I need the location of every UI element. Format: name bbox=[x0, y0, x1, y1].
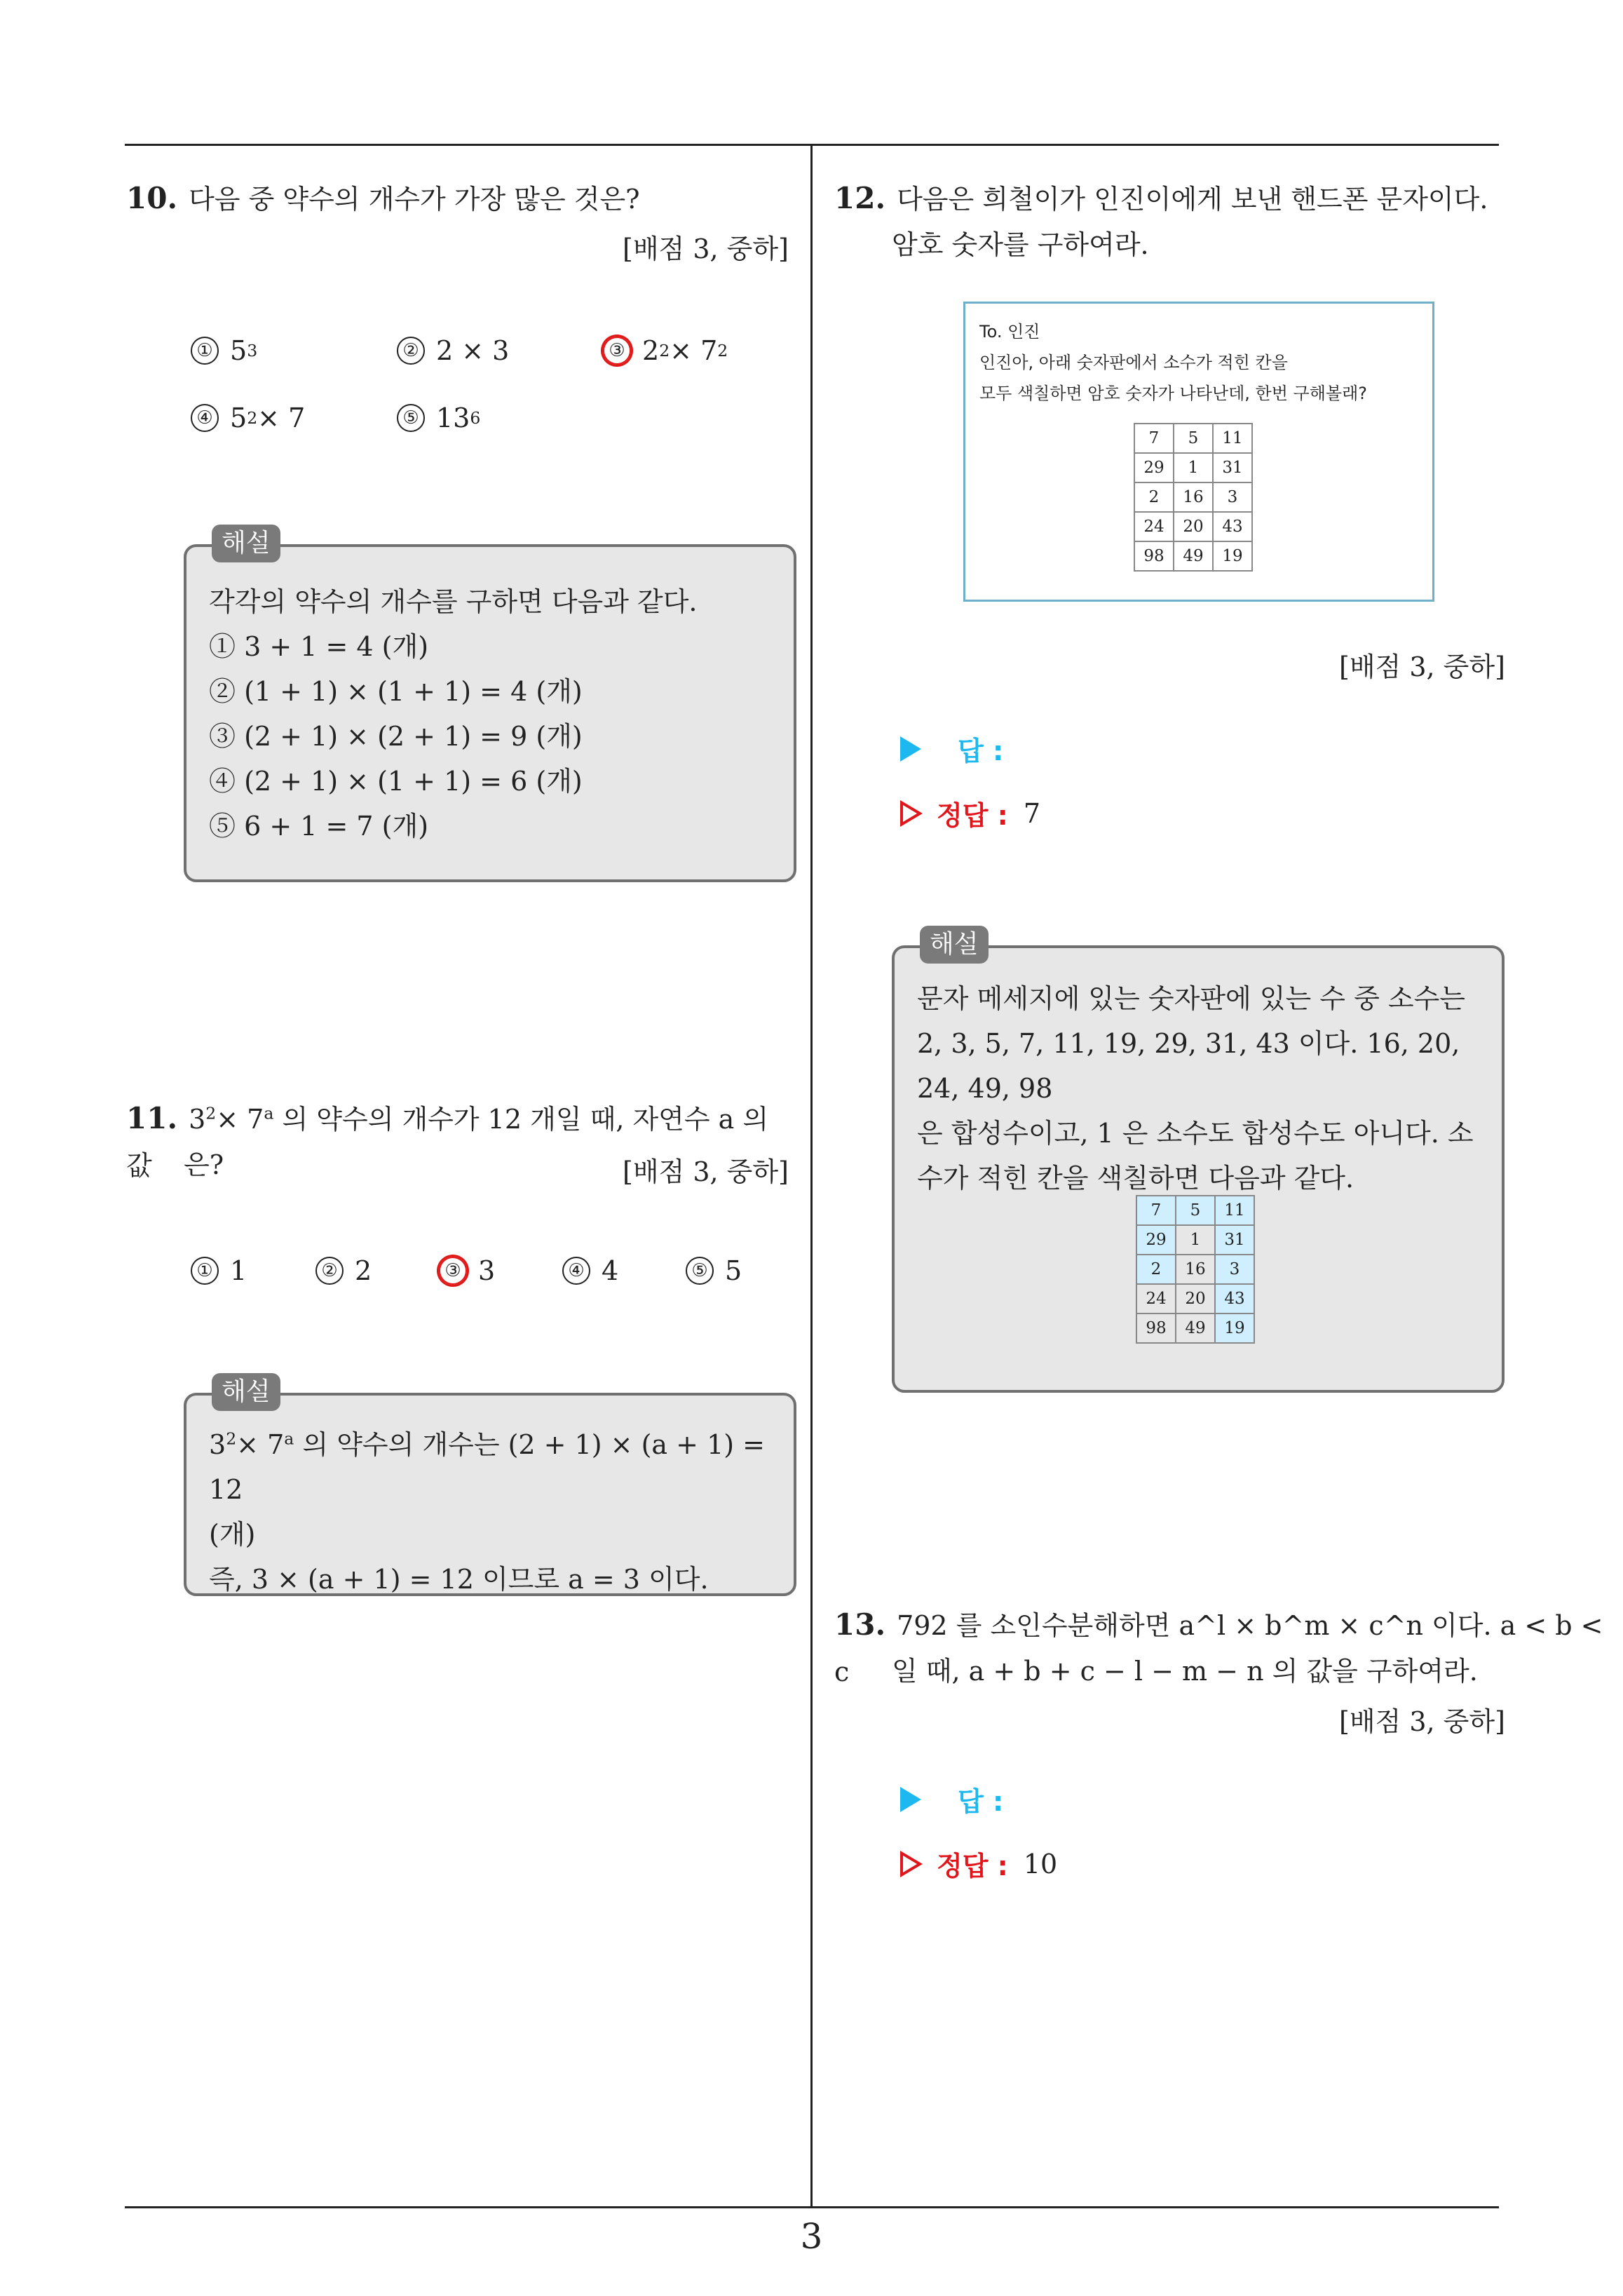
q12-prompt-line2: 암호 숫자를 구하여라. bbox=[892, 229, 1149, 260]
selected-mark: ③ bbox=[439, 1257, 467, 1285]
column-divider bbox=[810, 145, 813, 2208]
grid-cell: 98 bbox=[1136, 1314, 1176, 1343]
q10-explanation-box bbox=[184, 544, 796, 882]
grid-row bbox=[1134, 453, 1252, 482]
q10-prompt bbox=[126, 175, 640, 222]
q13-prompt: 13. 792 를 소인수분해하면 a^l × b^m × c^n 이다. a < b < c bbox=[834, 1607, 1603, 1687]
q10-explanation-label: 해설 bbox=[212, 525, 280, 562]
grid-cell: 31 bbox=[1213, 453, 1252, 482]
grid-row bbox=[1136, 1225, 1254, 1255]
q12-correct-row bbox=[900, 794, 1040, 832]
q12-explanation-text: 문자 메세지에 있는 숫자판에 있는 수 중 소수는 2, 3, 5, 7, 11, 19, 29, 31, 43 이다. 16, 20, 24, 49, 98 은 합성수이고, 1 은 소수도 합성수도 아니다. 소 수가 적힌 칸을 색칠하면 다음과 같다. bbox=[917, 983, 1474, 1194]
q11-explanation-text: $3^2\times 7^a$ 의 약수의 개수는 (2 + 1) × (a + 1) = 12 (개) 즉, 3 × (a + 1) = 12 이므로 a = 3 이다. bbox=[209, 1429, 766, 1595]
grid-cell: 24 bbox=[1136, 1284, 1176, 1314]
grid-cell: 19 bbox=[1213, 541, 1252, 571]
correct-label: 정답 : bbox=[937, 800, 1008, 831]
q10-text: 다음 중 약수의 개수가 가장 많은 것은? bbox=[189, 184, 640, 215]
q12-prompt: 12. 다음은 희철이가 인진이에게 보낸 핸드폰 문자이다. bbox=[834, 181, 1488, 215]
grid-cell: 49 bbox=[1176, 1314, 1215, 1343]
q11-option-3-selected[interactable]: ③ 3 bbox=[439, 1255, 495, 1286]
grid-cell: 11 bbox=[1215, 1196, 1254, 1225]
q13-prompt-line2: 일 때, a + b + c − l − m − n 의 값을 구하여라. bbox=[892, 1656, 1478, 1687]
grid-row bbox=[1136, 1284, 1254, 1314]
grid-row bbox=[1136, 1196, 1254, 1225]
play-icon bbox=[900, 736, 921, 762]
correct-label: 정답 : bbox=[937, 1851, 1008, 1882]
grid-cell: 7 bbox=[1134, 424, 1174, 453]
answer-label: 답 : bbox=[958, 736, 1004, 767]
grid-cell: 43 bbox=[1213, 512, 1252, 541]
q12-answer-row[interactable] bbox=[900, 729, 1003, 768]
sms-line: 모두 색칠하면 암호 숫자가 나타난데, 한번 구해볼래? bbox=[979, 384, 1368, 403]
q13-number: 13. bbox=[834, 1607, 886, 1642]
q11-option-2[interactable]: ② 2 bbox=[315, 1255, 372, 1286]
grid-cell: 7 bbox=[1136, 1196, 1176, 1225]
grid-cell: 16 bbox=[1176, 1255, 1215, 1284]
grid-cell: 29 bbox=[1134, 453, 1174, 482]
page-number: 3 bbox=[800, 2216, 823, 2257]
q13-correct-row bbox=[900, 1844, 1057, 1883]
grid-row bbox=[1134, 482, 1252, 512]
play-outline-icon bbox=[900, 800, 923, 827]
play-outline-icon bbox=[900, 1851, 923, 1877]
bottom-rule bbox=[125, 2206, 1499, 2208]
q11-explanation-box bbox=[184, 1393, 796, 1596]
q12-score: [배점 3, 중하] bbox=[1339, 651, 1505, 682]
play-icon bbox=[900, 1787, 921, 1812]
grid-cell: 20 bbox=[1174, 512, 1213, 541]
grid-cell: 29 bbox=[1136, 1225, 1176, 1255]
grid-cell: 31 bbox=[1215, 1225, 1254, 1255]
correct-value: 10 bbox=[1023, 1848, 1058, 1879]
q11-option-5[interactable]: ⑤ 5 bbox=[686, 1255, 742, 1286]
q11-number: 11. bbox=[126, 1101, 178, 1135]
q10-option-5[interactable]: ⑤ 13 6 bbox=[397, 403, 480, 433]
solution-number-grid bbox=[1136, 1195, 1255, 1344]
q11-prompt-line2: 은? bbox=[184, 1149, 224, 1180]
q10-number: 10. bbox=[126, 181, 178, 215]
q10-option-1[interactable]: ① 5 3 bbox=[191, 335, 257, 366]
grid-cell: 3 bbox=[1215, 1255, 1254, 1284]
option-mark: ④ bbox=[191, 404, 219, 432]
grid-cell: 5 bbox=[1174, 424, 1213, 453]
q10-option-2[interactable]: ② 2 × 3 bbox=[397, 335, 509, 366]
q12-explanation-label: 해설 bbox=[920, 926, 989, 964]
grid-row bbox=[1136, 1255, 1254, 1284]
grid-cell: 1 bbox=[1176, 1225, 1215, 1255]
grid-cell: 98 bbox=[1134, 541, 1174, 571]
sms-message-box bbox=[963, 302, 1434, 602]
grid-cell: 2 bbox=[1136, 1255, 1176, 1284]
grid-cell: 19 bbox=[1215, 1314, 1254, 1343]
sms-line: To. 인진 bbox=[979, 322, 1040, 342]
option-mark: ② bbox=[397, 337, 425, 365]
grid-cell: 1 bbox=[1174, 453, 1213, 482]
answer-label: 답 : bbox=[958, 1786, 1004, 1817]
grid-row bbox=[1134, 424, 1252, 453]
q11-option-4[interactable]: ④ 4 bbox=[562, 1255, 618, 1286]
grid-cell: 20 bbox=[1176, 1284, 1215, 1314]
grid-cell: 5 bbox=[1176, 1196, 1215, 1225]
grid-row bbox=[1134, 541, 1252, 571]
q11-score: [배점 3, 중하] bbox=[623, 1156, 789, 1187]
q11-option-1[interactable]: ① 1 bbox=[191, 1255, 247, 1286]
grid-cell: 11 bbox=[1213, 424, 1252, 453]
grid-cell: 24 bbox=[1134, 512, 1174, 541]
option-mark: ⑤ bbox=[397, 404, 425, 432]
q12-number: 12. bbox=[834, 181, 886, 215]
grid-cell: 16 bbox=[1174, 482, 1213, 512]
q13-answer-row[interactable] bbox=[900, 1780, 1003, 1818]
q13-score: [배점 3, 중하] bbox=[1339, 1706, 1505, 1737]
sms-line: 인진아, 아래 숫자판에서 소수가 적힌 칸을 bbox=[979, 353, 1288, 372]
q11-explanation-label: 해설 bbox=[212, 1373, 280, 1411]
correct-value: 7 bbox=[1023, 797, 1041, 829]
sms-number-grid bbox=[1134, 423, 1253, 572]
grid-row bbox=[1136, 1314, 1254, 1343]
grid-cell: 2 bbox=[1134, 482, 1174, 512]
q11-prompt: 11. $3^2\times 7^a$ 의 약수의 개수가 12 개일 때, 자연수 a 의 값 bbox=[126, 1101, 769, 1181]
q10-score: [배점 3, 중하] bbox=[623, 234, 789, 264]
q12-explanation-box bbox=[892, 945, 1505, 1393]
q10-option-4[interactable]: ④ 5 2 × 7 bbox=[191, 403, 305, 433]
q10-option-3-selected[interactable]: ③ 2 2 × 7 2 bbox=[603, 335, 728, 366]
grid-cell: 49 bbox=[1174, 541, 1213, 571]
q10-explanation-text: 각각의 약수의 개수를 구하면 다음과 같다. ① 3 + 1 = 4 (개) ② (1 + 1) × (1 + 1) = 4 (개) ③ (2 + 1) × (2 + 1) = 9 (개) ④ (2 + 1) × (1 + 1) = 6 (개) ⑤ 6 + 1 = 7 (개) bbox=[209, 586, 698, 842]
grid-cell: 43 bbox=[1215, 1284, 1254, 1314]
option-mark: ① bbox=[191, 337, 219, 365]
selected-mark: ③ bbox=[603, 337, 631, 365]
grid-cell: 3 bbox=[1213, 482, 1252, 512]
grid-row bbox=[1134, 512, 1252, 541]
